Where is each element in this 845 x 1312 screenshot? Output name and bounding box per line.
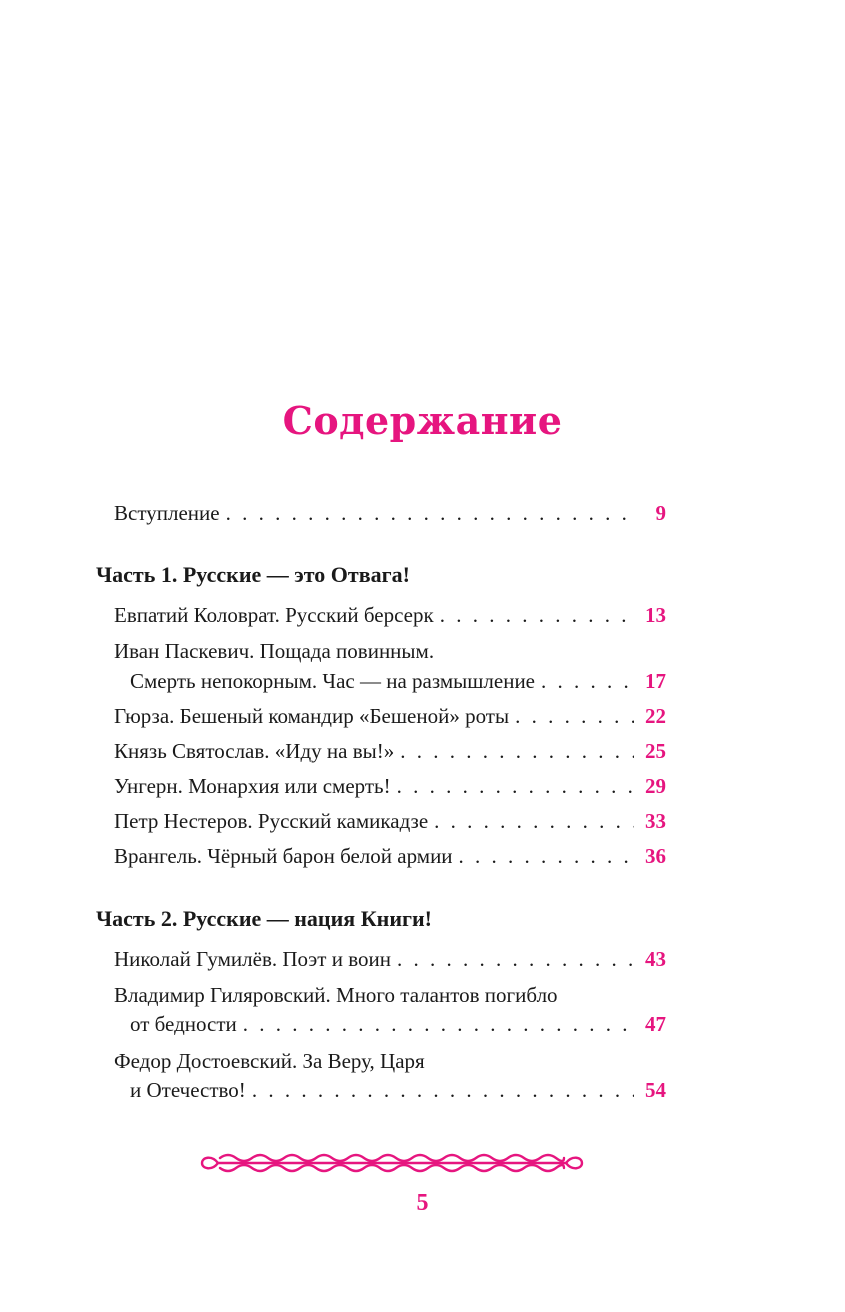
dot-leader — [400, 738, 634, 764]
toc-entry-intro[interactable] — [114, 500, 666, 526]
toc-entry-label: Врангель. Чёрный барон белой армии — [114, 844, 453, 868]
ornament-divider-icon — [198, 1150, 586, 1176]
toc-entry-label: и Отечество! — [130, 1078, 246, 1102]
toc-entry[interactable] — [114, 773, 666, 799]
toc-entry-label: Петр Нестеров. Русский камикадзе — [114, 809, 429, 833]
toc-entry[interactable] — [114, 946, 666, 972]
toc-entry-label: Евпатий Коловрат. Русский берсерк — [114, 603, 434, 627]
toc-entry[interactable] — [130, 1011, 666, 1037]
toc-entry-label: Унгерн. Монархия или смерть! — [114, 774, 391, 798]
dot-leader — [541, 668, 634, 694]
dot-leader — [243, 1011, 634, 1037]
toc-page-number: 22 — [645, 704, 666, 728]
toc-entry-label: Князь Святослав. «Иду на вы!» — [114, 739, 395, 763]
toc-entry-label: Гюрза. Бешеный командир «Бешеной» роты — [114, 704, 510, 728]
toc-page-number: 17 — [645, 669, 666, 693]
dot-leader — [434, 808, 634, 834]
toc-page-number: 9 — [655, 501, 666, 525]
toc-page-number: 33 — [645, 809, 666, 833]
toc-entry-label: Николай Гумилёв. Поэт и воин — [114, 947, 391, 971]
toc-entry-label: от бедности — [130, 1012, 237, 1036]
toc-page-number: 25 — [645, 739, 666, 763]
toc-page-number: 13 — [645, 603, 666, 627]
dot-leader — [252, 1077, 634, 1103]
toc-entry[interactable] — [114, 703, 666, 729]
dot-leader — [397, 773, 634, 799]
toc-page-number: 29 — [645, 774, 666, 798]
toc-entry-label[interactable]: Владимир Гиляровский. Много талантов погибло — [114, 983, 558, 1007]
dot-leader — [397, 946, 634, 972]
toc-page-number: 47 — [645, 1012, 666, 1036]
toc-page-number: 36 — [645, 844, 666, 868]
toc-entry[interactable] — [130, 1077, 666, 1103]
toc-entry-label: Вступление — [114, 501, 220, 525]
dot-leader — [515, 703, 634, 729]
part-heading-1: Часть 1. Русские — это Отвага! — [96, 562, 410, 587]
dot-leader — [440, 602, 634, 628]
dot-leader — [459, 843, 634, 869]
toc-entry[interactable] — [114, 602, 666, 628]
toc-page-number: 43 — [645, 947, 666, 971]
dot-leader — [226, 500, 634, 526]
toc-page-number: 54 — [645, 1078, 666, 1102]
part-heading-2: Часть 2. Русские — нация Книги! — [96, 906, 432, 931]
toc-entry-label: Смерть непокорным. Час — на размышление — [130, 669, 535, 693]
toc-entry[interactable] — [114, 808, 666, 834]
toc-entry[interactable] — [114, 738, 666, 764]
toc-entry-label[interactable]: Федор Достоевский. За Веру, Царя — [114, 1049, 425, 1073]
page-number: 5 — [416, 1190, 429, 1216]
toc-entry[interactable] — [114, 843, 666, 869]
toc-entry[interactable] — [130, 668, 666, 694]
toc-title: Содержание — [282, 398, 563, 443]
toc-entry-label[interactable]: Иван Паскевич. Пощада повинным. — [114, 639, 435, 663]
